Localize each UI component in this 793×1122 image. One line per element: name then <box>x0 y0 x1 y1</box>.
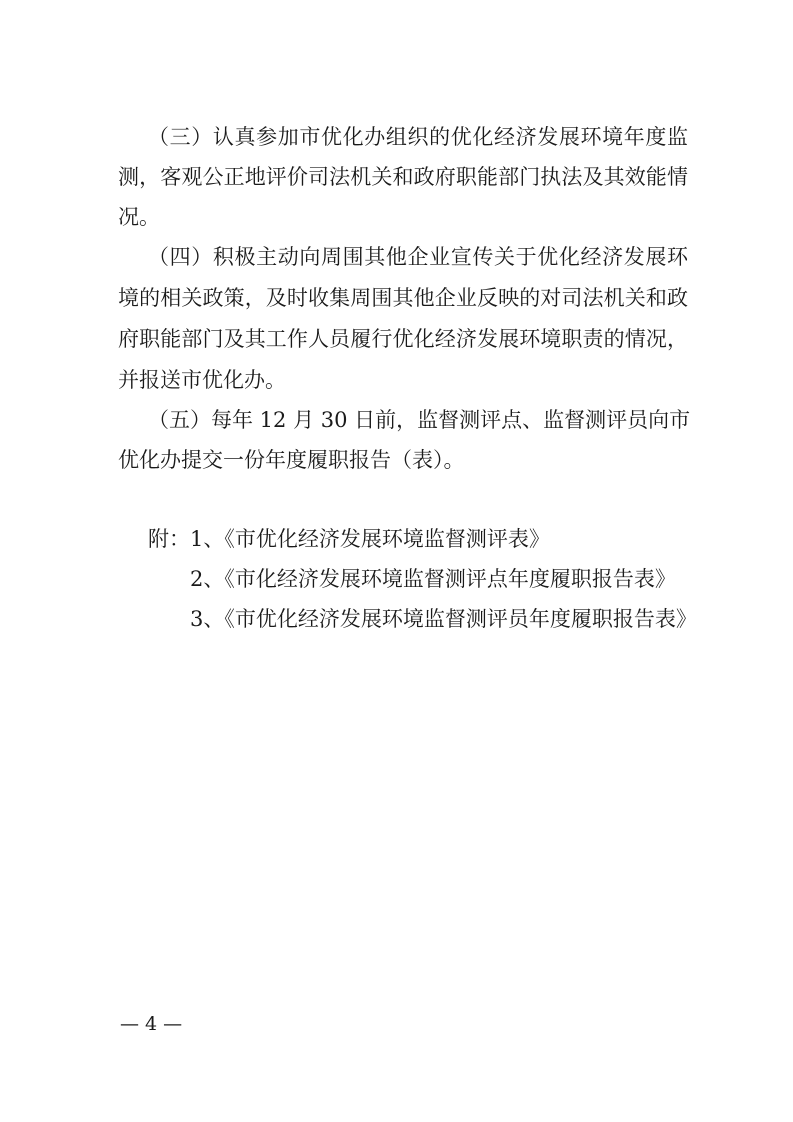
attachment-item-2: 2、《市化经济发展环境监督测评点年度履职报告表》 <box>190 567 676 591</box>
page-number: — 4 — <box>120 1013 183 1035</box>
section-5-line-2: 优化办提交一份年度履职报告（表）。 <box>118 448 465 472</box>
section-3-line-3: 况。 <box>118 205 160 229</box>
section-3-line-1: （三）认真参加市优化办组织的优化经济发展环境年度监 <box>148 125 688 149</box>
attachments-label: 附： <box>148 527 190 551</box>
attachment-item-3: 3、《市优化经济发展环境监督测评员年度履职报告表》 <box>190 607 697 631</box>
section-5-line-1: （五）每年 12 月 30 日前，监督测评点、监督测评员向市 <box>148 408 691 432</box>
section-4-line-1: （四）积极主动向周围其他企业宣传关于优化经济发展环 <box>148 245 688 269</box>
section-4-line-4: 并报送市优化办。 <box>118 368 286 392</box>
section-3-line-2: 测，客观公正地评价司法机关和政府职能部门执法及其效能情 <box>118 165 688 189</box>
section-4-line-3: 府职能部门及其工作人员履行优化经济发展环境职责的情况， <box>118 327 688 351</box>
section-4-line-2: 境的相关政策，及时收集周围其他企业反映的对司法机关和政 <box>118 286 688 310</box>
attachment-item-1: 1、《市优化经济发展环境监督测评表》 <box>190 527 550 551</box>
